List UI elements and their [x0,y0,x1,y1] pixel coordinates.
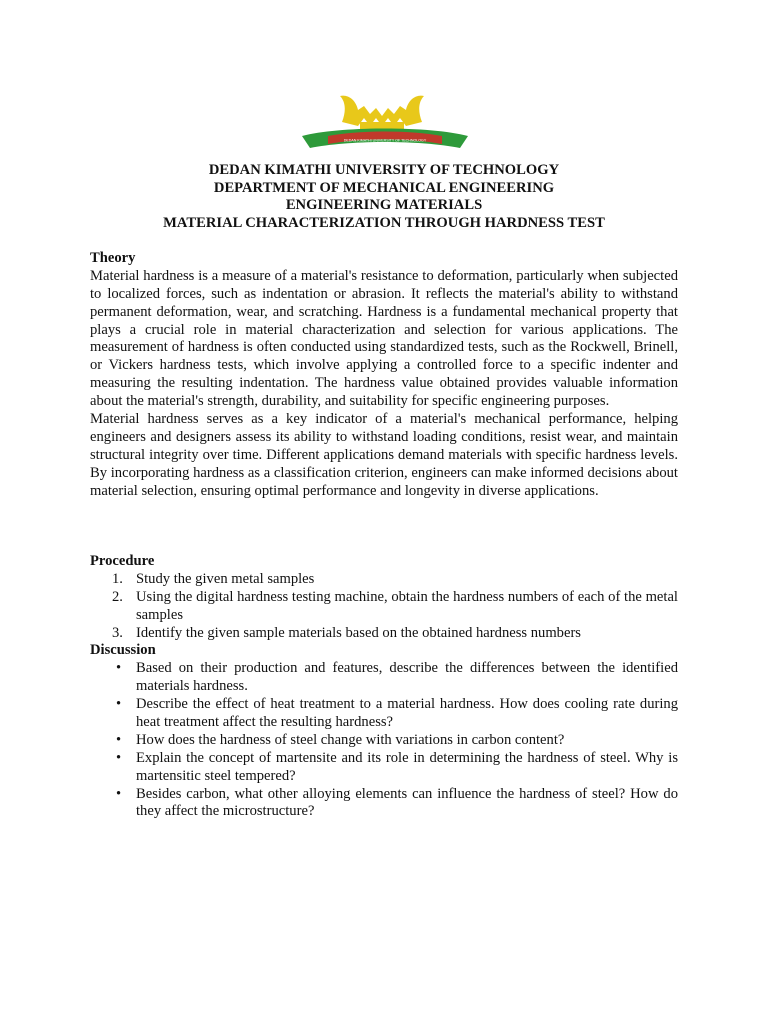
procedure-section [90,553,678,821]
university-crest-icon [300,92,470,158]
list-item [90,625,678,643]
list-item [90,732,678,750]
list-number: 2. [112,588,123,605]
list-item [90,696,678,732]
discussion-list [90,660,678,821]
bullet-icon: • [116,749,122,766]
theory-section [90,250,678,501]
list-item-text: Describe the effect of heat treatment to a material hardness. How does cooling rate during heat treatment affect the resulting hardness? [136,696,678,730]
university-name: DEDAN KIMATHI UNIVERSITY OF TECHNOLOGY [208,162,560,178]
list-item-text: Explain the concept of martensite and its role in determining the hardness of steel. Why is martensitic steel tempered? [136,749,678,784]
list-item [90,750,678,786]
procedure-list [90,571,678,643]
course-name: ENGINEERING MATERIALS [285,197,483,214]
bullet-icon: • [116,660,122,677]
bullet-icon: • [116,785,122,802]
procedure-heading: Procedure [90,553,155,569]
list-item-text: Study the given metal samples [136,570,315,587]
logo-ribbon-text: DEDAN KIMATHI UNIVERSITY OF TECHNOLOGY [343,138,427,143]
list-item [90,660,678,696]
list-number: 1. [112,570,123,587]
document-title: MATERIAL CHARACTERIZATION THROUGH HARDNESS TEST [163,215,605,232]
list-item-text: Identify the given sample materials based on the obtained hardness numbers [136,624,581,641]
theory-heading: Theory [90,250,136,266]
list-item-text: Besides carbon, what other alloying elements can influence the hardness of steel? How do they affect the microstructure? [136,785,678,820]
department-name: DEPARTMENT OF MECHANICAL ENGINEERING [213,179,555,196]
list-number: 3. [112,624,123,641]
theory-paragraph-2: Material hardness serves as a key indicator of a material's mechanical performance, helping engineers and designers assess its ability to withstand loading conditions, resist wear, and maintain structural integrity over time. Different applications demand materials with specific hardness levels. By incorporating hardness as a classification criterion, engineers can make informed decisions about material selection, ensuring optimal performance and longevity in diverse applications. [90,411,678,499]
discussion-heading: Discussion [90,642,156,659]
university-logo [300,92,470,158]
theory-paragraph-1: Material hardness is a measure of a material's resistance to deformation, particularly when subjected to localized forces, such as indentation or abrasion. It reflects the material's ability to withstand permanent deformation, wear, and scratching. Hardness is a fundamental mechanical property that plays a crucial role in material characterization and selection for various applications. The measurement of hardness is often conducted using standardized tests, such as the Rockwell, Brinell, or Vickers hardness tests, which involve applying a controlled force to a specific indenter and measuring the resulting indentation. The hardness value obtained provides valuable information about the material's strength, durability, and suitability for specific engineering purposes. [90,267,678,410]
list-item [90,589,678,625]
list-item-text: Using the digital hardness testing machine, obtain the hardness numbers of each of the metal samples [136,588,678,623]
list-item-text: Based on their production and features, describe the differences between the identified materials hardness. [136,660,678,695]
document-header [0,162,768,233]
bullet-icon: • [116,731,122,748]
bullet-icon: • [116,696,122,713]
list-item-text: How does the hardness of steel change with variations in carbon content? [136,731,565,748]
list-item [90,571,678,589]
list-item [90,786,678,822]
